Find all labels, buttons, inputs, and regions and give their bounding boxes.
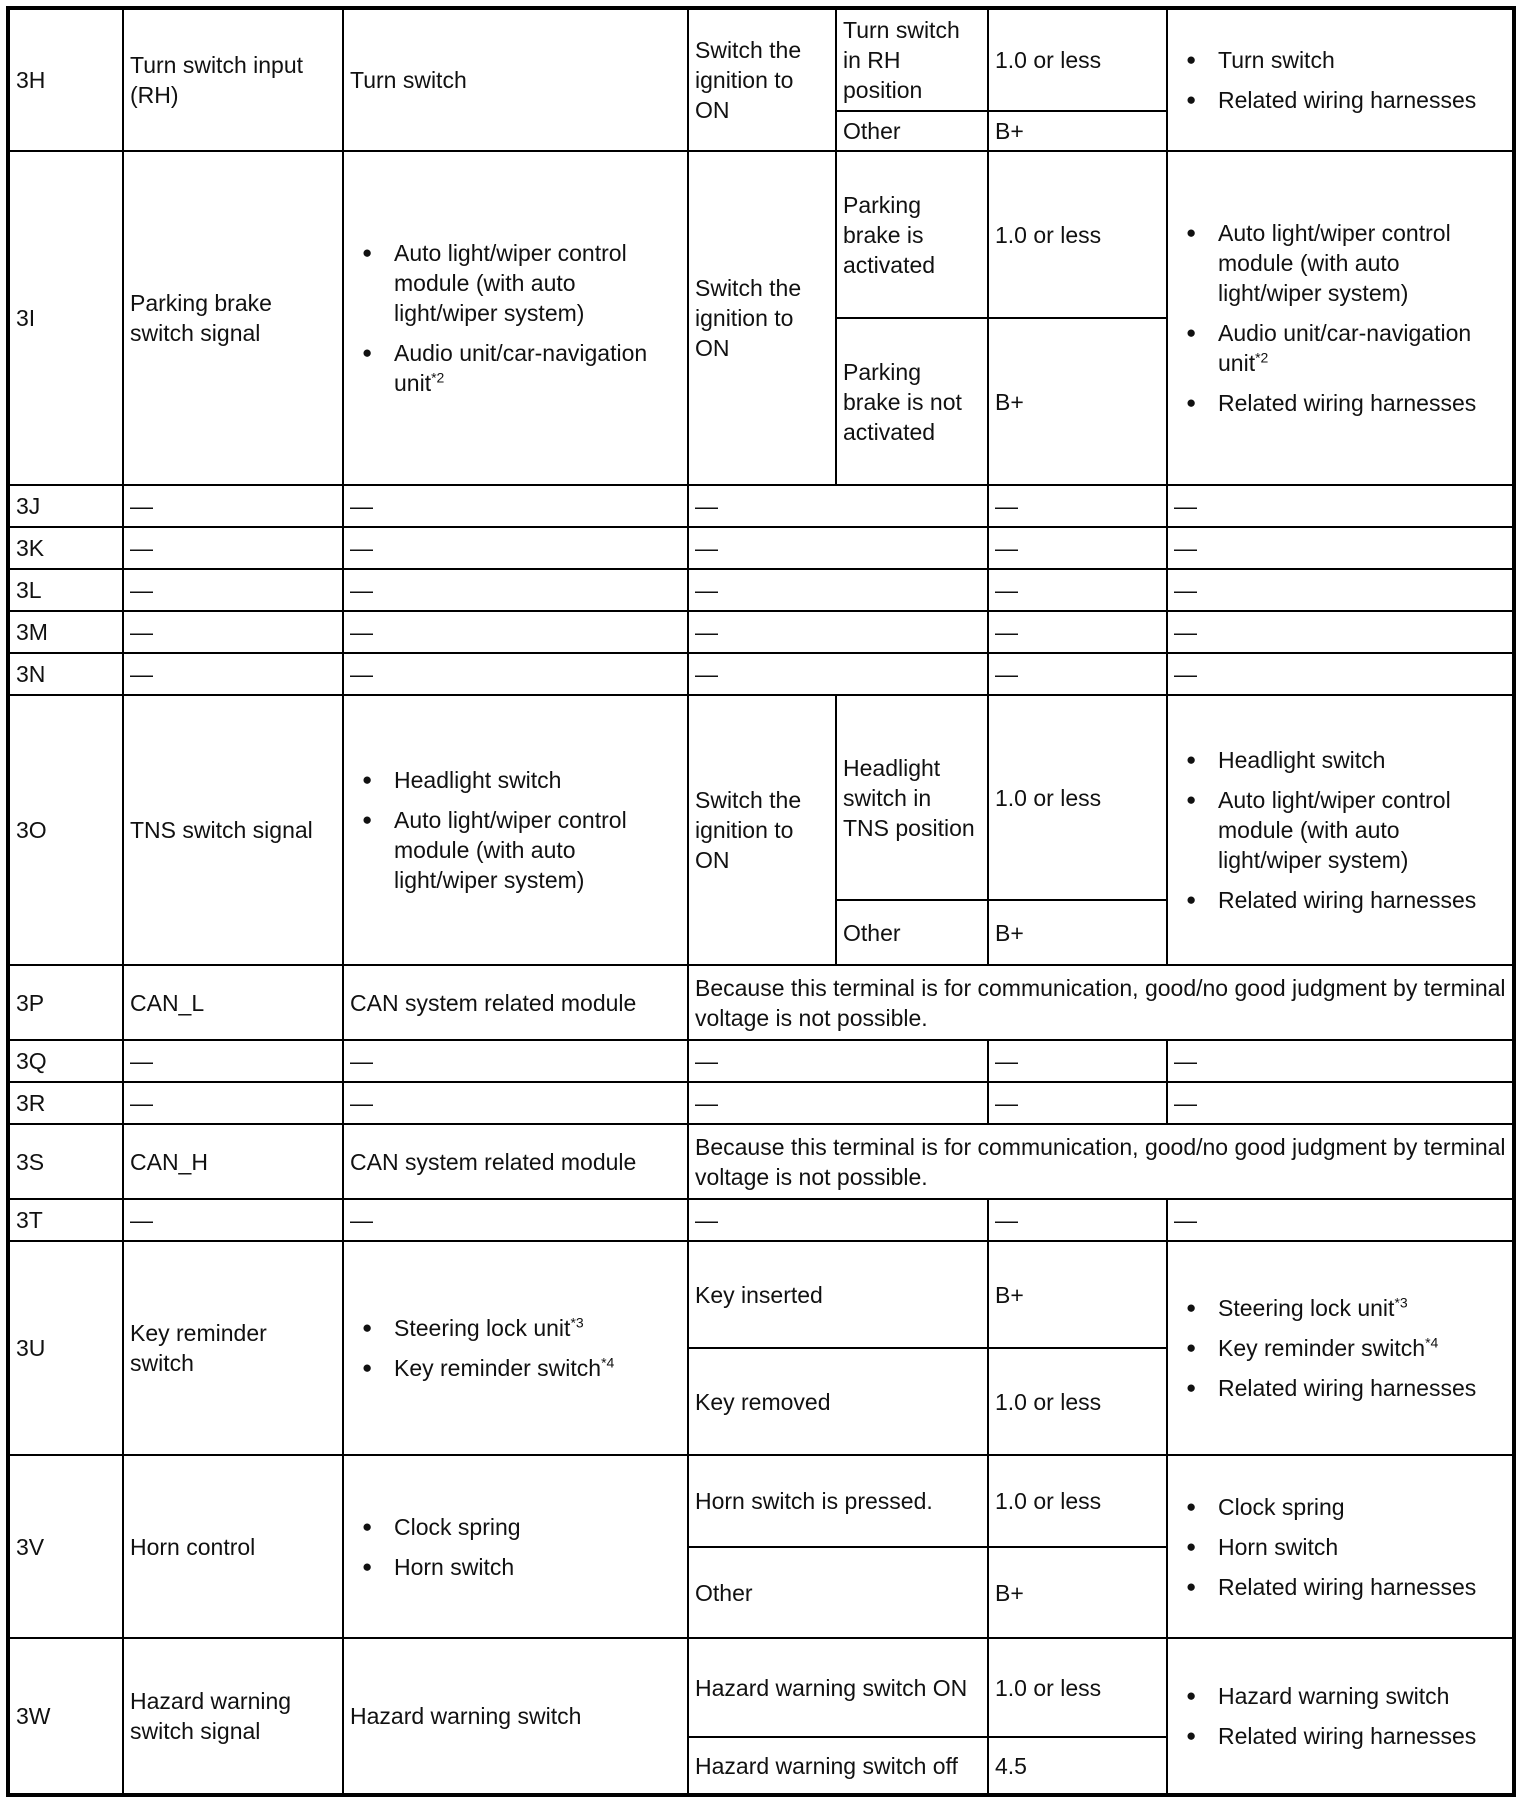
table-row (8, 965, 1514, 1040)
connected-to-cell: CAN system related module (343, 965, 688, 1040)
condition-cell: Headlight switch in TNS position (836, 695, 988, 900)
inspection-cell: — (1167, 527, 1514, 569)
signal-cell: — (123, 527, 343, 569)
table-row (8, 1455, 1514, 1547)
terminal-cell: 3T (8, 1199, 123, 1241)
table-row (8, 695, 1514, 900)
terminal-cell: 3V (8, 1455, 123, 1638)
list-item: ● Related wiring harnesses (1218, 85, 1506, 115)
inspection-cell (1167, 8, 1514, 151)
signal-cell: CAN_L (123, 965, 343, 1040)
table-row (8, 8, 1514, 111)
measurement-condition-cell: — (688, 1082, 988, 1124)
table-row (8, 1199, 1514, 1241)
terminal-cell: 3L (8, 569, 123, 611)
voltage-cell: B+ (988, 111, 1167, 151)
table-row (8, 1082, 1514, 1124)
voltage-cell: — (988, 611, 1167, 653)
list-item: ● Clock spring (394, 1512, 681, 1542)
voltage-cell: — (988, 485, 1167, 527)
connected-to-cell (343, 1241, 688, 1455)
connected-to-cell: — (343, 527, 688, 569)
signal-cell: Parking brake switch signal (123, 151, 343, 485)
list-item: ● Steering lock unit$^{*3}$ (394, 1313, 681, 1343)
voltage-cell: 1.0 or less (988, 8, 1167, 111)
inspection-cell (1167, 1241, 1514, 1455)
connected-to-cell: — (343, 485, 688, 527)
voltage-cell: — (988, 1082, 1167, 1124)
connected-to-list (350, 1512, 681, 1582)
measurement-condition-cell: — (688, 653, 988, 695)
list-item: ● Auto light/wiper control module (with auto light/wiper system) (1218, 218, 1506, 308)
signal-cell: Turn switch input (RH) (123, 8, 343, 151)
list-item: ● Horn switch (394, 1552, 681, 1582)
list-item: ● Auto light/wiper control module (with auto light/wiper system) (394, 805, 681, 895)
inspection-list (1174, 1492, 1506, 1602)
voltage-cell: — (988, 1040, 1167, 1082)
signal-cell: — (123, 569, 343, 611)
inspection-cell: — (1167, 1199, 1514, 1241)
inspection-cell: — (1167, 1082, 1514, 1124)
connected-to-cell: Turn switch (343, 8, 688, 151)
terminal-table (6, 6, 1516, 1797)
terminal-cell: 3K (8, 527, 123, 569)
voltage-cell: B+ (988, 1241, 1167, 1348)
list-item: ● Auto light/wiper control module (with auto light/wiper system) (394, 238, 681, 328)
voltage-cell: 1.0 or less (988, 1638, 1167, 1737)
condition-cell: Horn switch is pressed. (688, 1455, 988, 1547)
table-row (8, 485, 1514, 527)
list-item: ● Auto light/wiper control module (with auto light/wiper system) (1218, 785, 1506, 875)
inspection-cell: — (1167, 485, 1514, 527)
terminal-cell: 3W (8, 1638, 123, 1795)
table-row (8, 1124, 1514, 1199)
inspection-list (1174, 745, 1506, 915)
condition-cell: Other (836, 111, 988, 151)
inspection-list (1174, 45, 1506, 115)
condition-cell: Key inserted (688, 1241, 988, 1348)
terminal-cell: 3Q (8, 1040, 123, 1082)
list-item: ● Turn switch (1218, 45, 1506, 75)
measurement-condition-cell: — (688, 569, 988, 611)
condition-cell: Other (688, 1547, 988, 1638)
connected-to-cell (343, 151, 688, 485)
inspection-cell (1167, 1455, 1514, 1638)
inspection-list (1174, 1681, 1506, 1751)
list-item: ● Related wiring harnesses (1218, 1572, 1506, 1602)
list-item: ● Key reminder switch$^{*4}$ (1218, 1333, 1506, 1363)
footnote-ref: *2 (1255, 349, 1269, 366)
list-item: ● Key reminder switch$^{*4}$ (394, 1353, 681, 1383)
inspection-list (1174, 1293, 1506, 1403)
terminal-cell: 3R (8, 1082, 123, 1124)
list-item: ● Steering lock unit$^{*3}$ (1218, 1293, 1506, 1323)
measurement-condition-cell: Switch the ignition to ON (688, 8, 836, 151)
list-item: ● Hazard warning switch (1218, 1681, 1506, 1711)
terminal-cell: 3J (8, 485, 123, 527)
terminal-cell: 3P (8, 965, 123, 1040)
signal-cell: TNS switch signal (123, 695, 343, 965)
inspection-cell (1167, 1638, 1514, 1795)
list-item: ● Clock spring (1218, 1492, 1506, 1522)
terminal-cell: 3I (8, 151, 123, 485)
list-item: ● Audio unit/car-navigation unit$^{*2}$ (1218, 318, 1506, 378)
condition-cell: Parking brake is activated (836, 151, 988, 318)
footnote-ref: *4 (1425, 1334, 1439, 1351)
connected-to-cell: CAN system related module (343, 1124, 688, 1199)
voltage-cell: — (988, 569, 1167, 611)
list-item: ● Related wiring harnesses (1218, 1721, 1506, 1751)
terminal-cell: 3N (8, 653, 123, 695)
table-row (8, 569, 1514, 611)
terminal-cell: 3S (8, 1124, 123, 1199)
table-row (8, 653, 1514, 695)
condition-cell: Key removed (688, 1348, 988, 1455)
connected-to-cell: — (343, 611, 688, 653)
signal-cell: — (123, 611, 343, 653)
signal-cell: Hazard warning switch signal (123, 1638, 343, 1795)
voltage-cell: — (988, 653, 1167, 695)
connected-to-cell: — (343, 1040, 688, 1082)
inspection-cell: — (1167, 1040, 1514, 1082)
inspection-cell: — (1167, 569, 1514, 611)
table-row (8, 611, 1514, 653)
footnote-ref: *3 (570, 1314, 584, 1331)
condition-cell: Turn switch in RH position (836, 8, 988, 111)
list-item: ● Horn switch (1218, 1532, 1506, 1562)
measurement-condition-cell: — (688, 611, 988, 653)
measurement-condition-cell: — (688, 485, 988, 527)
list-item: ● Headlight switch (394, 765, 681, 795)
table-row (8, 527, 1514, 569)
signal-cell: — (123, 1199, 343, 1241)
voltage-cell: — (988, 527, 1167, 569)
connected-to-cell: Hazard warning switch (343, 1638, 688, 1795)
voltage-cell: 4.5 (988, 1737, 1167, 1795)
voltage-cell: 1.0 or less (988, 1348, 1167, 1455)
connected-to-cell: — (343, 1082, 688, 1124)
measurement-condition-cell: — (688, 1199, 988, 1241)
connected-to-cell: — (343, 569, 688, 611)
signal-cell: — (123, 653, 343, 695)
terminal-cell: 3U (8, 1241, 123, 1455)
table-row (8, 1040, 1514, 1082)
signal-cell: CAN_H (123, 1124, 343, 1199)
connected-to-cell (343, 695, 688, 965)
table-row (8, 1241, 1514, 1348)
communication-note-cell: Because this terminal is for communication, good/no good judgment by terminal voltage is not possible. (688, 965, 1514, 1040)
inspection-cell (1167, 151, 1514, 485)
inspection-list (1174, 218, 1506, 418)
terminal-cell: 3M (8, 611, 123, 653)
signal-cell: — (123, 1040, 343, 1082)
connected-to-list (350, 1313, 681, 1383)
table-row (8, 1638, 1514, 1737)
footnote-ref: *3 (1394, 1294, 1408, 1311)
measurement-condition-cell: — (688, 1040, 988, 1082)
voltage-cell: 1.0 or less (988, 695, 1167, 900)
terminal-table-sheet (6, 6, 1516, 1797)
communication-note-cell: Because this terminal is for communication, good/no good judgment by terminal voltage is not possible. (688, 1124, 1514, 1199)
signal-cell: Key reminder switch (123, 1241, 343, 1455)
measurement-condition-cell: — (688, 527, 988, 569)
voltage-cell: 1.0 or less (988, 151, 1167, 318)
connected-to-cell: — (343, 1199, 688, 1241)
footnote-ref: *2 (431, 369, 445, 386)
voltage-cell: 1.0 or less (988, 1455, 1167, 1547)
signal-cell: — (123, 485, 343, 527)
terminal-cell: 3H (8, 8, 123, 151)
list-item: ● Related wiring harnesses (1218, 1373, 1506, 1403)
list-item: ● Audio unit/car-navigation unit$^{*2}$ (394, 338, 681, 398)
connected-to-cell: — (343, 653, 688, 695)
list-item: ● Headlight switch (1218, 745, 1506, 775)
inspection-cell (1167, 695, 1514, 965)
footnote-ref: *4 (601, 1354, 615, 1371)
condition-cell: Hazard warning switch off (688, 1737, 988, 1795)
voltage-cell: — (988, 1199, 1167, 1241)
terminal-cell: 3O (8, 695, 123, 965)
signal-cell: — (123, 1082, 343, 1124)
connected-to-list (350, 238, 681, 398)
voltage-cell: B+ (988, 900, 1167, 965)
condition-cell: Hazard warning switch ON (688, 1638, 988, 1737)
condition-cell: Other (836, 900, 988, 965)
condition-cell: Parking brake is not activated (836, 318, 988, 485)
voltage-cell: B+ (988, 1547, 1167, 1638)
measurement-condition-cell: Switch the ignition to ON (688, 695, 836, 965)
inspection-cell: — (1167, 611, 1514, 653)
list-item: ● Related wiring harnesses (1218, 885, 1506, 915)
table-row (8, 151, 1514, 318)
signal-cell: Horn control (123, 1455, 343, 1638)
connected-to-list (350, 765, 681, 895)
voltage-cell: B+ (988, 318, 1167, 485)
inspection-cell: — (1167, 653, 1514, 695)
measurement-condition-cell: Switch the ignition to ON (688, 151, 836, 485)
list-item: ● Related wiring harnesses (1218, 388, 1506, 418)
connected-to-cell (343, 1455, 688, 1638)
